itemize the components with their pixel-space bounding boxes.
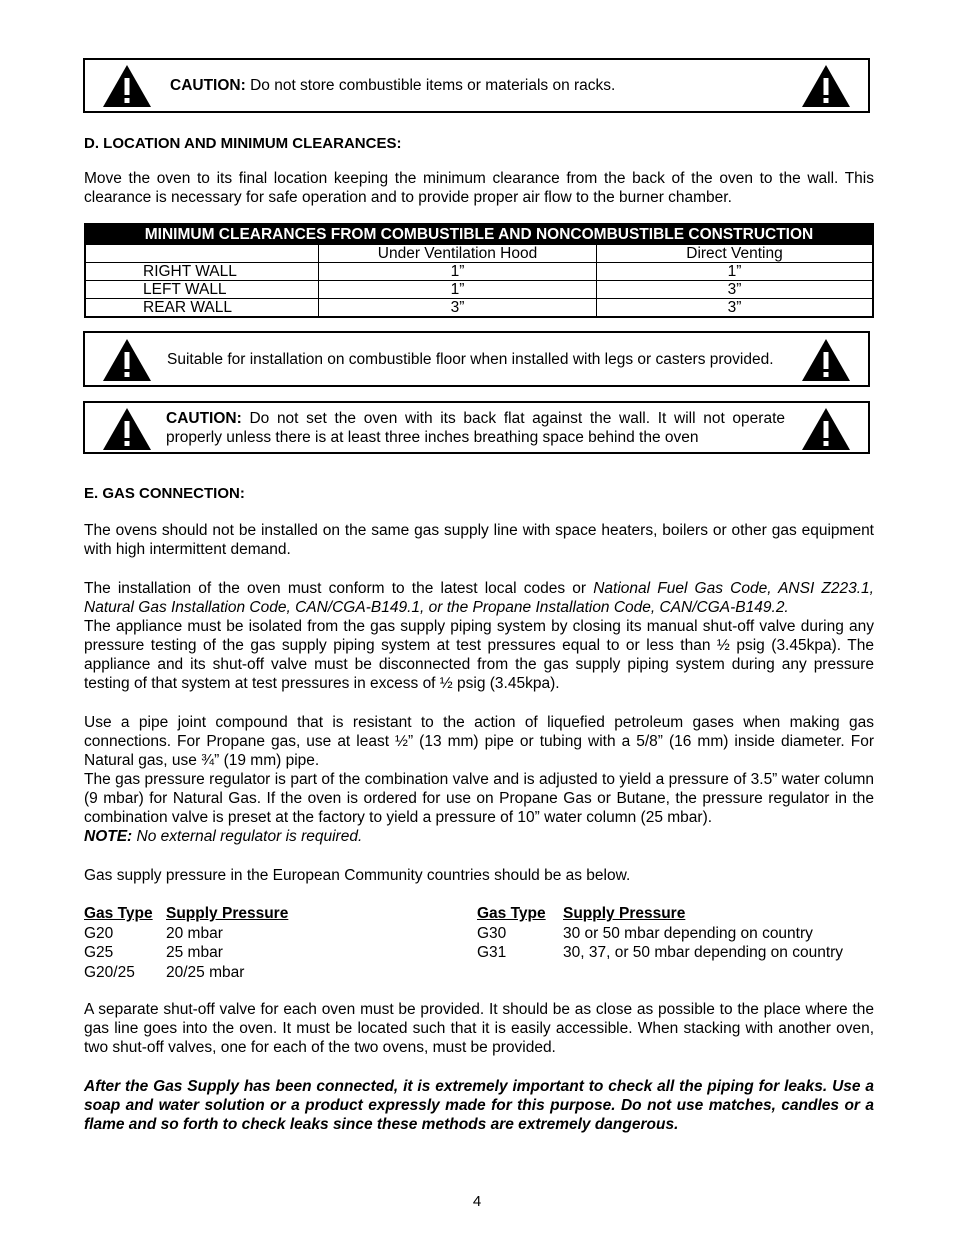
caution-text: Do not store combustible items or materials on racks.: [245, 77, 616, 94]
caution-label: CAUTION:: [170, 77, 246, 94]
list-item: G20 20 mbar: [84, 924, 223, 942]
gas-paragraph-1: The ovens should not be installed on the same gas supply line with space heaters, boilers or other gas equipment with high intermittent demand.: [84, 522, 874, 558]
notice-box-floor: [83, 331, 870, 387]
warning-icon: [102, 407, 152, 451]
table-header-cell: Under Ventilation Hood: [319, 245, 597, 263]
gas-table-left: Gas Type Supply Pressure G20 20 mbar G25 25 mbar G20/25 20/25 mbar: [84, 905, 289, 981]
table-row: REAR WALL 3” 3”: [85, 299, 873, 318]
warning-icon: [801, 64, 851, 108]
list-item: G30 30 or 50 mbar depending on country: [477, 924, 813, 942]
gas-paragraph-codes: The installation of the oven must conform to the latest local codes or National Fuel Gas Code, ANSI Z223.1, Natural Gas Installation Code, CAN/CGA-B149.1, or the Propane Installation Code, CAN/CGA-B149.2. The appliance must be isolated from the gas supply piping system by closing its manual shut-off valve during any pressure testing of the gas supply piping system at test pressures equal to or less than ½ psig (3.45kpa). The appliance and its shut-off valve must be disconnected from the gas supply piping system during any pressure testing of that system at test pressures in excess of ½ psig (3.45kpa).: [84, 580, 874, 692]
gas-paragraph-eu: Gas supply pressure in the European Community countries should be as below.: [84, 867, 631, 884]
table-header-cell: [85, 245, 319, 263]
gas-paragraph-pipe: Use a pipe joint compound that is resistant to the action of liquefied petroleum gases when making gas connections. For Propane gas, use at least ½” (13 mm) pipe or tubing with a 5/8” (16 mm) inside diameter. For Natural gas, use ¾” (19 mm) pipe. The gas pressure regulator is part of the combination valve and is adjusted to yield a pressure of 3.5” water column (9 mbar) for Natural Gas. If the oven is ordered for use on Propane Gas or Butane, the pressure regulator in the combination valve is preset at the factory to yield a pressure of 10” water column (25 mbar). NOTE: No external regulator is required.: [84, 714, 874, 845]
caution-text: Do not set the oven with its back flat against the wall. It will not operate properly unless there is at least three inches breathing space behind the oven: [166, 409, 785, 446]
table-header-cell: Direct Venting: [597, 245, 874, 263]
list-item: G31 30, 37, or 50 mbar depending on country: [477, 944, 844, 961]
notice-text: Suitable for installation on combustible floor when installed with legs or casters provided.: [167, 350, 774, 368]
warning-icon: [801, 338, 851, 382]
section-d-heading: D. LOCATION AND MINIMUM CLEARANCES:: [84, 135, 402, 152]
warning-icon: [102, 338, 152, 382]
caution-box-wall: [83, 401, 870, 454]
section-e-heading: E. GAS CONNECTION:: [84, 485, 245, 502]
gas-paragraph-leak-warning: After the Gas Supply has been connected, it is extremely important to check all the piping for leaks. Use a soap and water solution or a product expressly made for this purpose. Do not use matches, candles or a flame and so forth to check leaks since these methods are extremely dangerous.: [84, 1078, 874, 1133]
table-row: LEFT WALL 1” 3”: [85, 281, 873, 299]
table-row: RIGHT WALL 1” 1”: [85, 263, 873, 281]
list-item: G25 25 mbar: [84, 944, 223, 961]
warning-icon: [102, 64, 152, 108]
list-item: G20/25 20/25 mbar: [84, 963, 245, 981]
warning-icon: [801, 407, 851, 451]
clearance-table: [84, 223, 874, 318]
caution-box-racks: [83, 58, 870, 113]
gas-paragraph-valve: A separate shut-off valve for each oven must be provided. It should be as close as possible to the place where the gas line goes into the oven. It must be located such that it is easily accessible. When stacking with another oven, two shut-off valves, one for each of the two ovens, must be provided.: [84, 1001, 874, 1056]
section-d-paragraph: Move the oven to its final location keeping the minimum clearance from the back of the oven to the wall. This clearance is necessary for safe operation and to provide proper air flow to the burner chamber.: [84, 170, 874, 206]
caution-label: CAUTION:: [166, 409, 242, 427]
gas-table-right: Gas Type Supply Pressure G30 30 or 50 mbar depending on country G31 30, 37, or 50 mbar depending on country: [477, 905, 844, 961]
page-number: 4: [472, 1193, 482, 1210]
table-title: MINIMUM CLEARANCES FROM COMBUSTIBLE AND NONCOMBUSTIBLE CONSTRUCTION: [85, 224, 873, 245]
